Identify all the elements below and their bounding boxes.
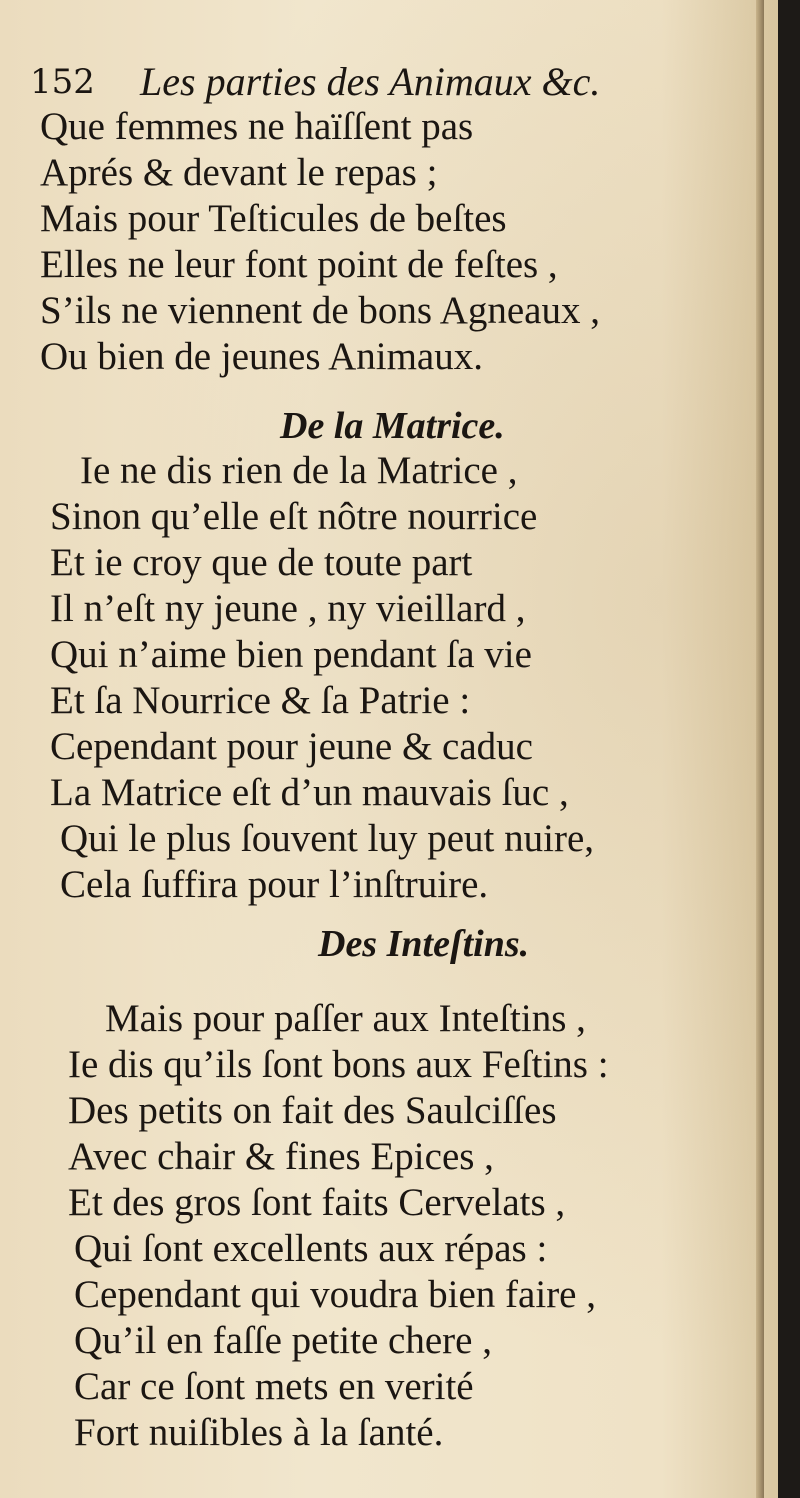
- verse-line: Qui ſont excellents aux répas :: [74, 1227, 548, 1270]
- verse-line: Aprés & devant le repas ;: [40, 151, 438, 194]
- verse-line: Elles ne leur font point de feſtes ,: [40, 243, 558, 286]
- verse-line: Mais pour Teſticules de beſtes: [40, 197, 507, 240]
- verse-line: Que femmes ne haïſſent pas: [40, 105, 474, 148]
- verse-line: S’ils ne viennent de bons Agneaux ,: [40, 289, 600, 332]
- verse-line: Et ſa Nourrice & ſa Patrie :: [50, 679, 471, 722]
- verse-line: Cependant qui voudra bien faire ,: [74, 1273, 596, 1316]
- verse-line: Mais pour paſſer aux Inteſtins ,: [105, 997, 586, 1040]
- verse-line: Ie ne dis rien de la Matrice ,: [80, 449, 518, 492]
- verse-line: Cela ſuffira pour l’inſtruire.: [60, 863, 489, 906]
- verse-line: Qui n’aime bien pendant ſa vie: [50, 633, 532, 676]
- scan-border: [778, 0, 800, 1498]
- section-heading: Des Inteſtins.: [318, 923, 530, 965]
- verse-line: Car ce ſont mets en verité: [74, 1365, 474, 1408]
- verse-line: Cependant pour jeune & caduc: [50, 725, 533, 768]
- section-heading: De la Matrice.: [280, 405, 505, 447]
- verse-line: Ou bien de jeunes Animaux.: [40, 335, 483, 378]
- verse-line: Avec chair & fines Epices ,: [68, 1135, 494, 1178]
- verse-line: Qu’il en faſſe petite chere ,: [74, 1319, 492, 1362]
- page-edge: [756, 0, 764, 1498]
- verse-line: Ie dis qu’ils ſont bons aux Feſtins :: [68, 1043, 609, 1086]
- verse-line: La Matrice eſt d’un mauvais ſuc ,: [50, 771, 569, 814]
- verse-line: Sinon qu’elle eſt nôtre nourrice: [50, 495, 538, 538]
- verse-line: Fort nuiſibles à la ſanté.: [74, 1411, 444, 1454]
- running-title: Les parties des Animaux &c.: [140, 59, 601, 104]
- page-header: [30, 58, 650, 108]
- verse-line: Et ie croy que de toute part: [50, 541, 473, 584]
- page-number: 152: [30, 62, 95, 102]
- verse-line: Des petits on fait des Saulciſſes: [68, 1089, 557, 1132]
- verse-line: Il n’eſt ny jeune , ny vieillard ,: [50, 587, 526, 630]
- verse-line: Qui le plus ſouvent luy peut nuire,: [60, 817, 595, 860]
- verse-line: Et des gros ſont faits Cervelats ,: [68, 1181, 566, 1224]
